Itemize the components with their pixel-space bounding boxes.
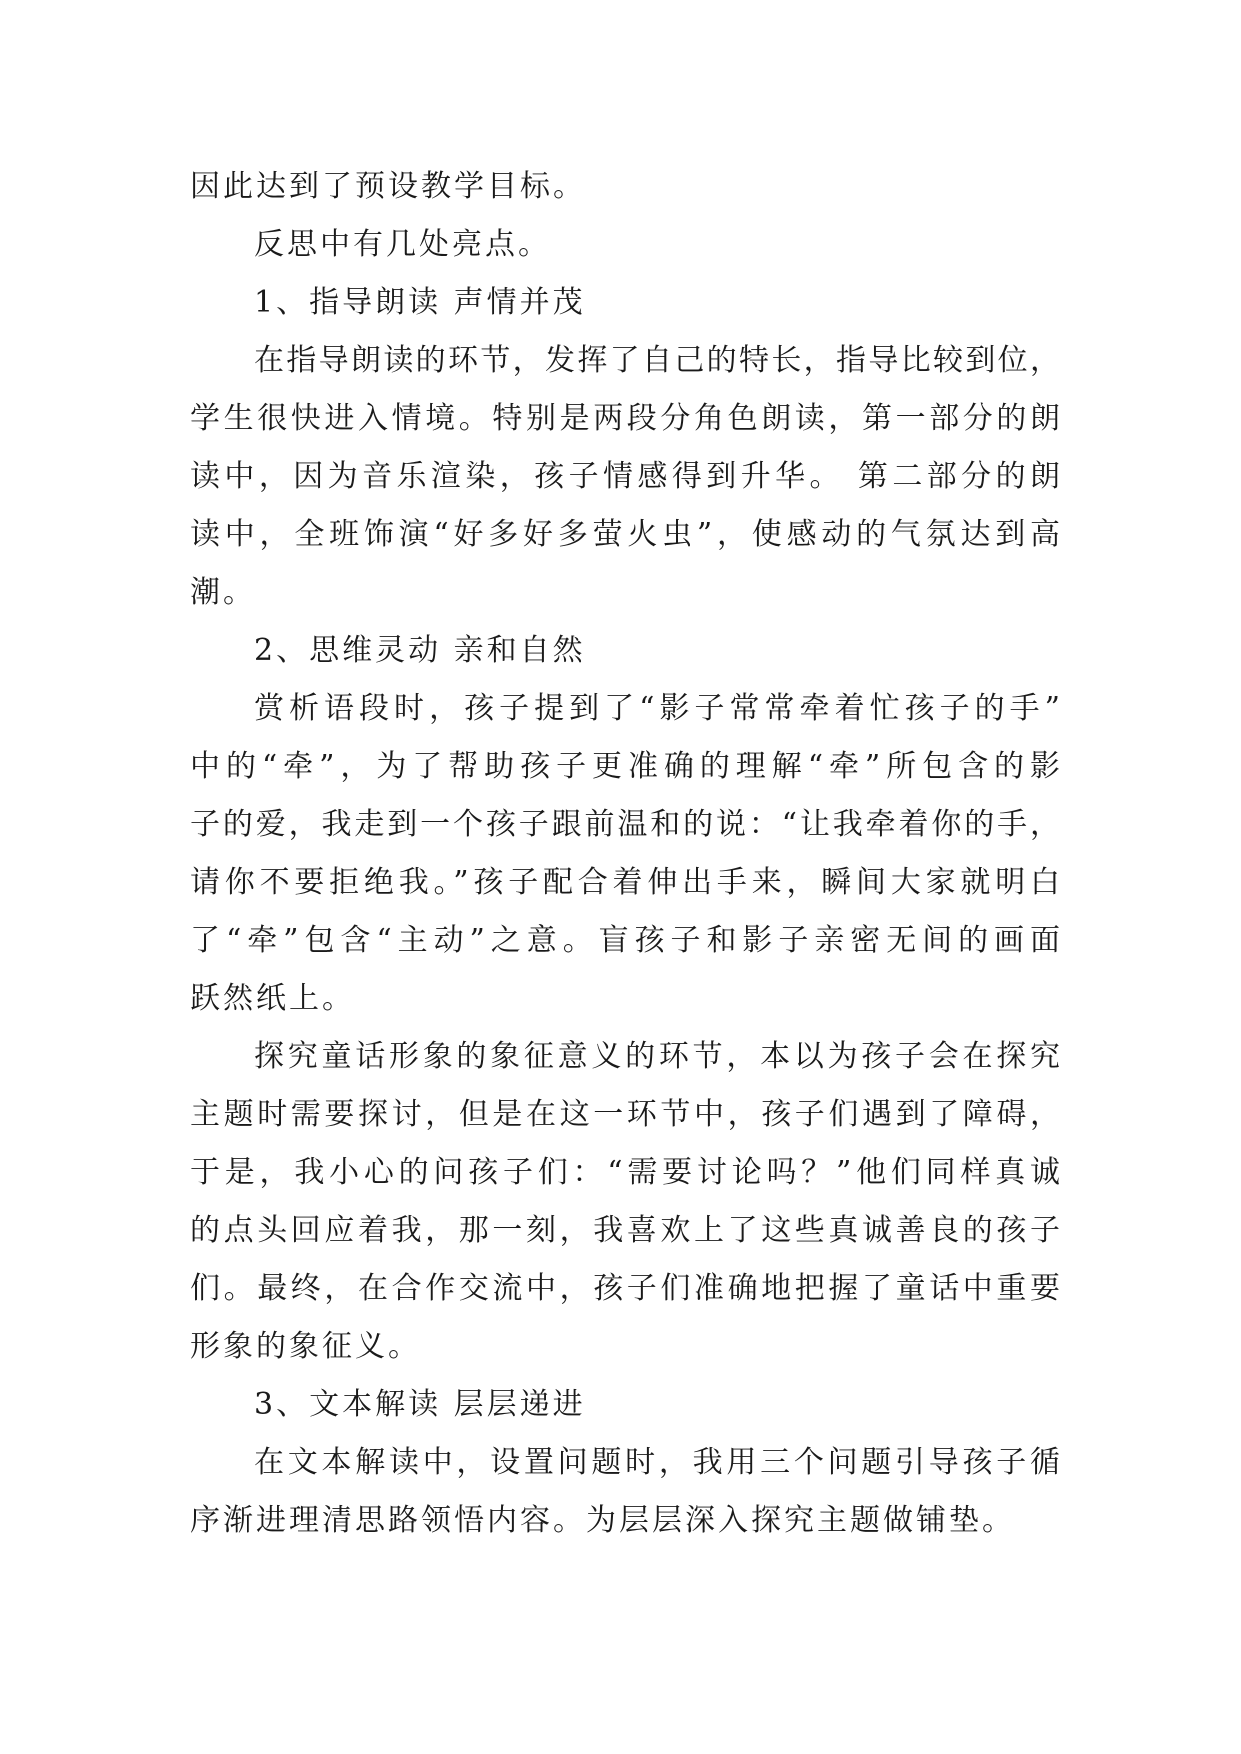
- paragraph-intro: 反思中有几处亮点。: [254, 227, 551, 262]
- text-line: 子的爱，我走到一个孩子跟前温和的说：“让我牵着你的手，: [190, 807, 1060, 842]
- text-line: 在指导朗读的环节，发挥了自己的特长，指导比较到位，: [254, 343, 1060, 378]
- text-line: 主题时需要探讨，但是在这一环节中，孩子们遇到了障碍，: [190, 1097, 1060, 1132]
- text-line: 探究童话形象的象征意义的环节，本以为孩子会在探究: [254, 1039, 1060, 1074]
- section-heading-1: 1、指导朗读 声情并茂: [254, 285, 586, 320]
- text-line: 赏析语段时，孩子提到了“影子常常牵着忙孩子的手”: [254, 691, 1060, 726]
- text-line: 读中，全班饰演“好多好多萤火虫”，使感动的气氛达到高: [190, 517, 1060, 552]
- text-line: 读中，因为音乐渲染，孩子情感得到升华。 第二部分的朗: [190, 459, 1060, 494]
- text-line: 形象的象征义。: [190, 1329, 421, 1364]
- section-heading-2: 2、思维灵动 亲和自然: [254, 633, 586, 668]
- document-body: [190, 158, 1060, 1550]
- text-line: 在文本解读中，设置问题时，我用三个问题引导孩子循: [254, 1445, 1060, 1480]
- text-line: 潮。: [190, 575, 256, 610]
- text-line: 们。最终，在合作交流中，孩子们准确地把握了童话中重要: [190, 1271, 1060, 1306]
- section-heading-3: 3、文本解读 层层递进: [254, 1387, 586, 1422]
- text-line: 中的“牵”，为了帮助孩子更准确的理解“牵”所包含的影: [190, 749, 1060, 784]
- text-line: 跃然纸上。: [190, 981, 355, 1016]
- text-line: 了“牵”包含“主动”之意。盲孩子和影子亲密无间的画面: [190, 923, 1060, 958]
- text-line: 于是，我小心的问孩子们：“需要讨论吗？”他们同样真诚: [190, 1155, 1060, 1190]
- text-line: 的点头回应着我，那一刻，我喜欢上了这些真诚善良的孩子: [190, 1213, 1060, 1248]
- text-line: 因此达到了预设教学目标。: [190, 169, 586, 204]
- text-line: 请你不要拒绝我。”孩子配合着伸出手来，瞬间大家就明白: [190, 865, 1060, 900]
- text-line: 序渐进理清思路领悟内容。为层层深入探究主题做铺垫。: [190, 1503, 1015, 1538]
- text-line: 学生很快进入情境。特别是两段分角色朗读，第一部分的朗: [190, 401, 1060, 436]
